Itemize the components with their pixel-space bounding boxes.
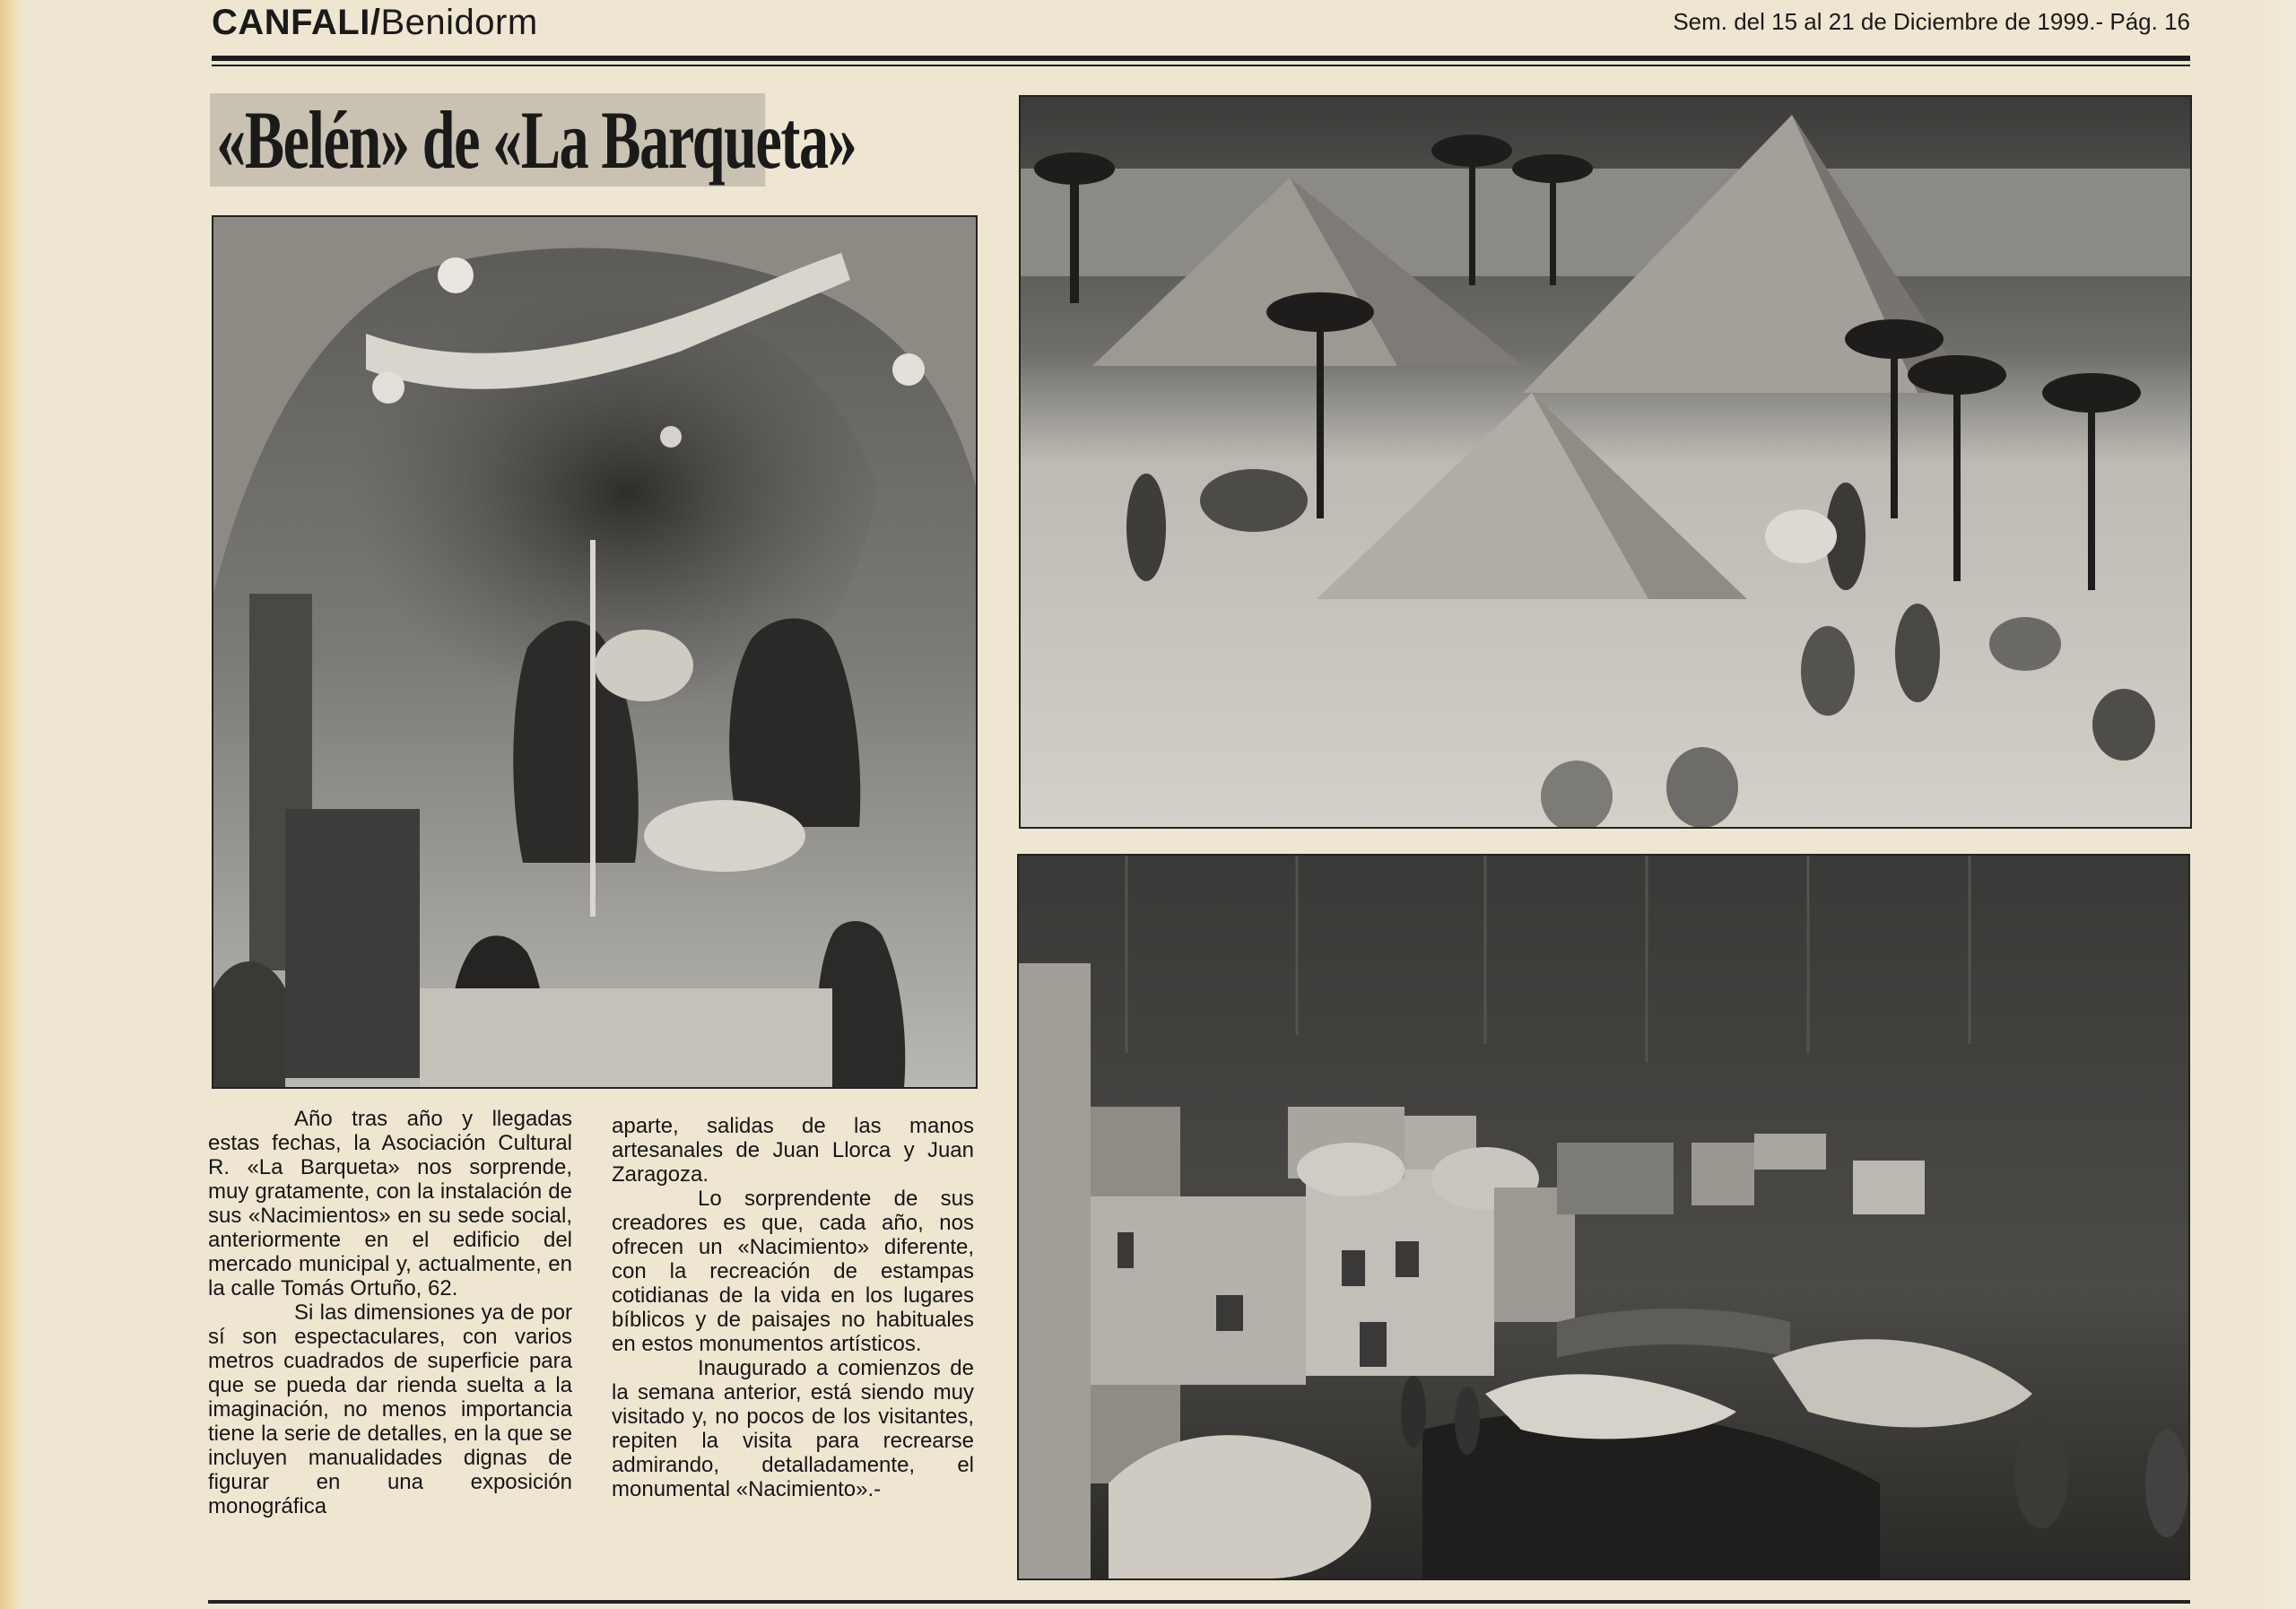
article-headline: «Belén» de «La Barqueta»: [210, 93, 765, 187]
footer-rule: [208, 1600, 2190, 1604]
masthead-separator: /: [370, 3, 381, 42]
paper-edge-right: [2260, 0, 2296, 1609]
masthead: [212, 2, 538, 43]
article-paragraph: Año tras año y llegadas estas fechas, la Asociación Cultural R. «La Barqueta» nos sorprende, muy gratamente, con la instalación de sus «Nacimientos» en su sede social, anteriormente en el edificio del mercado municipal y, actualmente, en la calle Tomás Ortuño, 62.: [208, 1107, 572, 1300]
article-paragraph: Si las dimensiones ya de por sí son espectaculares, con varios metros cuadrados de superficie para que se pueda dar rienda suelta a la imaginación, no menos importancia tiene la serie de detalles, en la que se incluyen manualidades dignas de figurar en una exposición monográfica: [208, 1300, 572, 1518]
photo-nativity-scene: [212, 215, 978, 1089]
issue-line: Sem. del 15 al 21 de Diciembre de 1999.- Pág. 16: [1673, 8, 2190, 35]
article-column-left: [208, 1107, 572, 1518]
paper-edge: [0, 0, 23, 1609]
photo-village-scene: [1017, 854, 2190, 1580]
article-paragraph: aparte, salidas de las manos artesanales de Juan Llorca y Juan Zaragoza.: [612, 1114, 974, 1187]
masthead-city: Benidorm: [380, 3, 538, 42]
masthead-brand: CANFALI: [212, 3, 370, 42]
header-rule-thin: [212, 65, 2190, 66]
article-paragraph: Lo sorprendente de sus creadores es que, cada año, nos ofrecen un «Nacimiento» diferente, con la recreación de estampas cotidianas de la vida en los lugares bíblicos y de paisajes no habituales en estos monumentos artísticos.: [612, 1187, 974, 1356]
article-column-right: [612, 1114, 974, 1501]
article-paragraph: Inaugurado a comienzos de la semana anterior, está siendo muy visitado y, no pocos de los visitantes, repiten la visita para recrearse admirando, detalladamente, el monumental «Nacimiento».-: [612, 1356, 974, 1501]
header-rule-thick: [212, 56, 2190, 61]
photo-pyramids-scene: [1019, 95, 2192, 829]
